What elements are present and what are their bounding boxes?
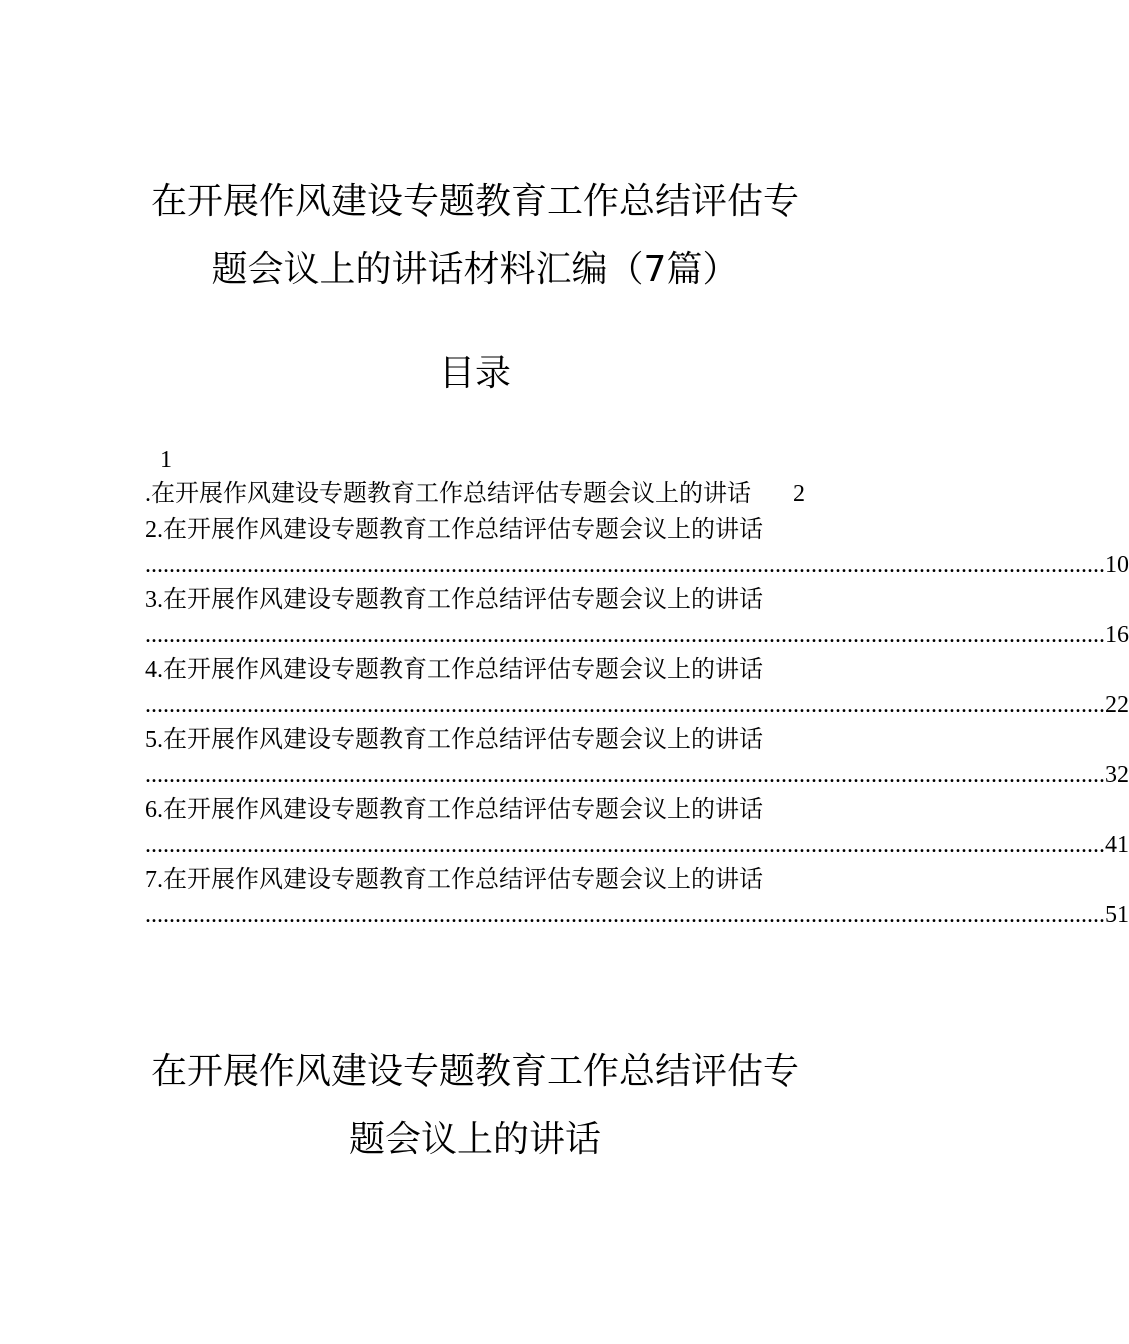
toc-entry-5[interactable] <box>145 722 1129 792</box>
toc-entry-7-page: 51 <box>1105 902 1129 928</box>
toc-entry-1[interactable] <box>145 476 805 512</box>
toc-entry-7[interactable] <box>145 862 1129 932</box>
toc-entry-3-text: 3.在开展作风建设专题教育工作总结评估专题会议上的讲话 <box>145 587 763 613</box>
toc-entry-2-page: 10 <box>1105 552 1129 578</box>
toc-entry-3[interactable] <box>145 582 1129 652</box>
toc-entry-4-text: 4.在开展作风建设专题教育工作总结评估专题会议上的讲话 <box>145 657 763 683</box>
section-title-line-1: 在开展作风建设专题教育工作总结评估专 <box>150 1051 799 1092</box>
toc-dot-leader: ................................................................................................................................................................ <box>145 902 1105 928</box>
toc-dot-leader: ................................................................................................................................................................ <box>145 692 1105 718</box>
toc-entry-1-page: 2 <box>793 481 805 507</box>
toc-entry-2[interactable] <box>145 512 1129 582</box>
toc-entry-6[interactable] <box>145 792 1129 862</box>
document-title-line-1: 在开展作风建设专题教育工作总结评估专 <box>150 181 799 222</box>
toc-entry-4-page: 22 <box>1105 692 1129 718</box>
toc-entry-5-page: 32 <box>1105 762 1129 788</box>
toc-dot-leader: ................................................................................................................................................................ <box>145 832 1105 858</box>
document-title <box>0 168 950 304</box>
toc-heading: 目录 <box>438 353 511 394</box>
toc-dot-leader: ................................................................................................................................................................ <box>145 762 1105 788</box>
toc-dot-leader: ................................................................................................................................................................ <box>145 622 1105 648</box>
toc-entry-5-text: 5.在开展作风建设专题教育工作总结评估专题会议上的讲话 <box>145 727 763 753</box>
toc-dot-leader: ................................................................................................................................................................ <box>145 552 1105 578</box>
toc-entry-7-text: 7.在开展作风建设专题教育工作总结评估专题会议上的讲话 <box>145 867 763 893</box>
table-of-contents <box>145 444 1129 932</box>
document-title-line-2: 题会议上的讲话材料汇编（7篇） <box>211 249 739 290</box>
toc-entry-2-text: 2.在开展作风建设专题教育工作总结评估专题会议上的讲话 <box>145 517 763 543</box>
section-title-line-2: 题会议上的讲话 <box>348 1119 601 1160</box>
toc-entry-6-text: 6.在开展作风建设专题教育工作总结评估专题会议上的讲话 <box>145 797 763 823</box>
toc-entry-6-page: 41 <box>1105 832 1129 858</box>
section-title <box>0 1038 950 1174</box>
toc-entry-1-number: 1 <box>160 447 172 473</box>
toc-entry-1-text: .在开展作风建设专题教育工作总结评估专题会议上的讲话 <box>145 481 751 507</box>
toc-entry-3-page: 16 <box>1105 622 1129 648</box>
toc-entry-4[interactable] <box>145 652 1129 722</box>
